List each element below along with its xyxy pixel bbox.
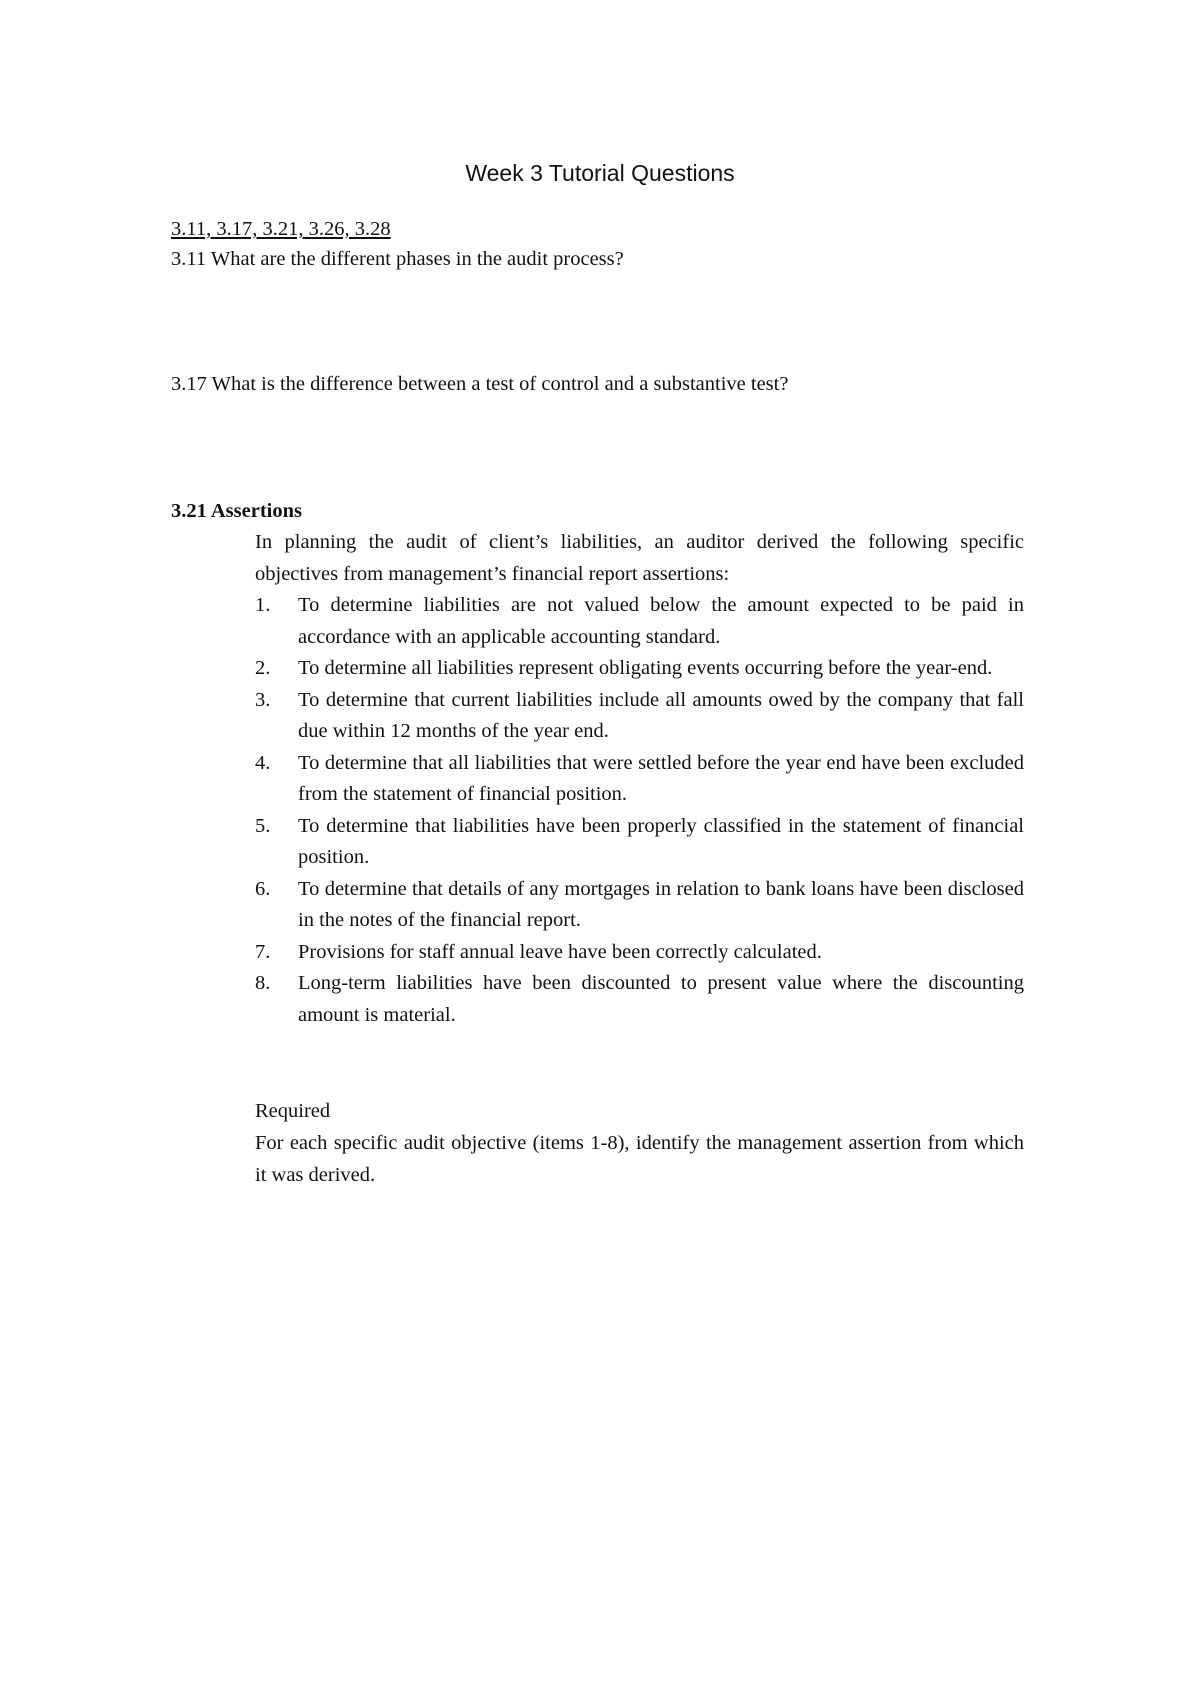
objective-item-8 bbox=[255, 968, 1024, 1031]
objective-text: Provisions for staff annual leave have been correctly calculated. bbox=[298, 940, 822, 963]
objective-number: 5. bbox=[255, 814, 271, 837]
objective-item-5 bbox=[255, 811, 1024, 874]
required-label: Required bbox=[255, 1100, 331, 1122]
question-3-17: 3.17 What is the difference between a test of control and a substantive test? bbox=[171, 373, 789, 395]
objective-text: To determine all liabilities represent obligating events occurring before the year-end. bbox=[298, 657, 993, 679]
objective-number: 3. bbox=[255, 688, 271, 711]
objective-text: To determine that liabilities have been properly classified in the statement of financial position. bbox=[298, 814, 1024, 868]
objective-text: To determine that details of any mortgages in relation to bank loans have been disclosed in the notes of the financial report. bbox=[298, 877, 1024, 931]
question-3-21-intro: In planning the audit of client’s liabilities, an auditor derived the following specific objectives from management’s financial report assertions: bbox=[255, 531, 1024, 585]
objective-text: To determine that current liabilities include all amounts owed by the company that fall due within 12 months of the year end. bbox=[298, 688, 1024, 742]
page-title: Week 3 Tutorial Questions bbox=[465, 160, 735, 186]
objective-item-3 bbox=[255, 685, 1024, 748]
required-text: For each specific audit objective (items 1-8), identify the management assertion from which it was derived. bbox=[255, 1132, 1024, 1186]
question-list: 3.11, 3.17, 3.21, 3.26, 3.28 bbox=[171, 218, 391, 240]
objective-text: To determine that all liabilities that were settled before the year end have been excluded from the statement of financial position. bbox=[298, 751, 1024, 805]
objective-text: To determine liabilities are not valued below the amount expected to be paid in accordance with an applicable accounting standard. bbox=[298, 594, 1024, 648]
objective-item-1 bbox=[255, 590, 1024, 653]
question-3-21-heading: 3.21 Assertions bbox=[171, 500, 302, 522]
objective-number: 6. bbox=[255, 877, 271, 900]
objective-item-6 bbox=[255, 874, 1024, 937]
objective-item-4 bbox=[255, 748, 1024, 811]
objective-item-7 bbox=[255, 937, 1024, 969]
objective-number: 2. bbox=[255, 657, 271, 679]
objectives-list bbox=[255, 590, 1024, 1031]
objective-number: 1. bbox=[255, 594, 271, 616]
objective-number: 7. bbox=[255, 940, 271, 963]
question-3-11: 3.11 What are the different phases in the audit process? bbox=[171, 248, 624, 270]
objective-number: 8. bbox=[255, 972, 271, 994]
objective-text: Long-term liabilities have been discounted to present value where the discounting amount is material. bbox=[298, 972, 1024, 1026]
objective-number: 4. bbox=[255, 751, 271, 774]
objective-item-2 bbox=[255, 653, 1024, 685]
